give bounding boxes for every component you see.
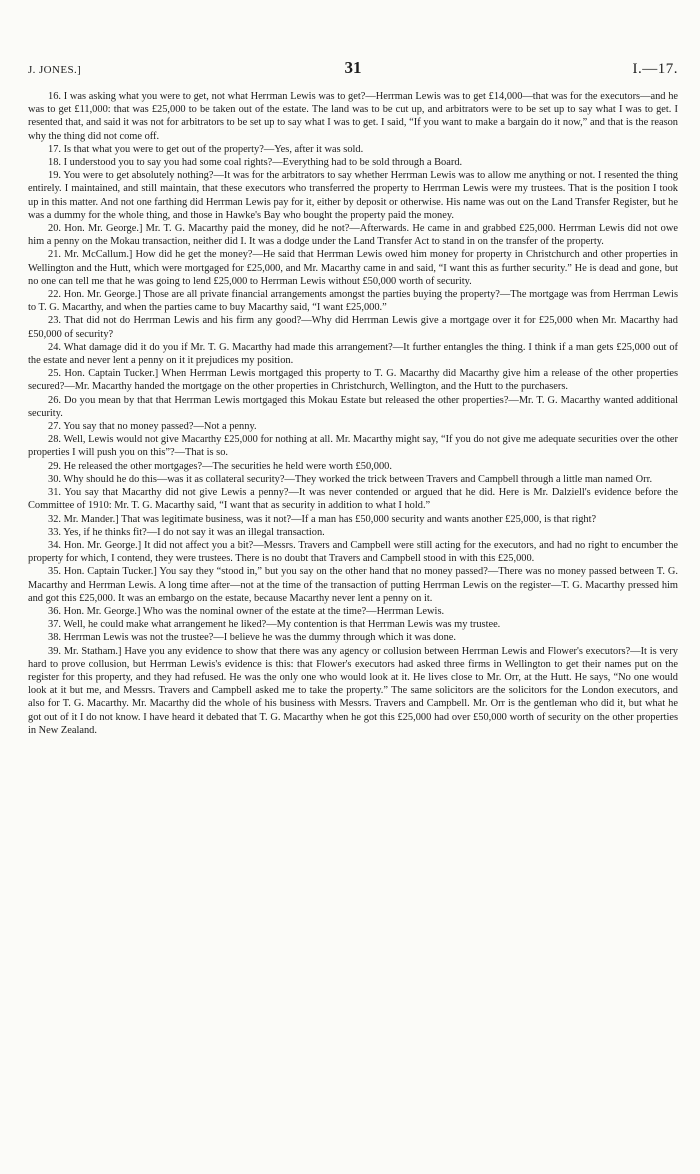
paragraph: 39. Mr. Statham.] Have you any evidence to show that there was any agency or collusion between Herrman Lewis and Flower's executors?—It is very hard to prove collusion, but Herrman Lewis's evidence is this: that Flower's executors had asked three firms in Wellington to get their names put on the register for this property, and they had refused. He was the only one who would look at it. He lives close to Mr. Orr, at the Hutt. He says, “No one would look at it but me, and Messrs. Travers and Campbell asked me to take the property.” The same solicitors are the solicitors for the London executors, and also for T. G. Macarthy. Mr. Macarthy did the whole of his business with Messrs. Travers and Campbell. Mr. Orr is the gentleman who did it, but what he got out of it I do not know. I have heard it debated that T. G. Macarthy when he got this £25,000 had over £50,000 worth of security on the other properties in New Zealand. bbox=[28, 645, 678, 736]
paragraph: 33. Yes, if he thinks fit?—I do not say it was an illegal transaction. bbox=[48, 526, 325, 538]
paragraph: 19. You were to get absolutely nothing?—It was for the arbitrators to say whether Herrman Lewis was to allow me anything or not. I resented the thing entirely. I maintained, and still maintain, that these executors who transferred the property to Herrman Lewis were my trustees. That is the position I took up in this matter. And not one farthing did Herrman Lewis pay for it, either by deposit or otherwise. His name was out on the Land Transfer Register, but he was a dummy for the whole thing, and those in Hawke's Bay who bought the property paid the money. bbox=[28, 170, 678, 221]
paragraph: 21. Mr. McCallum.] How did he get the money?—He said that Herrman Lewis owed him money for property in Christchurch and other properties in Wellington and the Hutt, which were mortgaged for £25,000, and Mr. Macarthy came in and said, “I want this as further security.” He is dead and gone, but no one can tell me that he was going to lend £25,000 to Herrman Lewis without £50,000 worth of security. bbox=[28, 249, 678, 287]
paragraph: 38. Herrman Lewis was not the trustee?—I believe he was the dummy through which it was done. bbox=[48, 632, 457, 644]
paragraph: 23. That did not do Herrman Lewis and his firm any good?—Why did Herrman Lewis give a mortgage over it for £25,000 when Mr. Macarthy had £50,000 of security? bbox=[28, 315, 678, 340]
paragraph: 20. Hon. Mr. George.] Mr. T. G. Macarthy paid the money, did he not?—Afterwards. He came in and grabbed £25,000. Herrman Lewis did not owe him a penny on the Mokau transaction, neither did I. It was a dodge under the Land Transfer Act to stand in on the transfer of the property. bbox=[28, 223, 678, 248]
paragraph: 25. Hon. Captain Tucker.] When Herrman Lewis mortgaged this property to T. G. Macarthy did Macarthy give him a release of the other properties secured?—Mr. Macarthy handed the mortgage on the other properties in Christchurch, Wellington, and the Hutt to the purchasers. bbox=[28, 368, 678, 393]
paragraph: 28. Well, Lewis would not give Macarthy £25,000 for nothing at all. Mr. Macarthy might say, “If you do not give me adequate securities over the other properties I will push you on this”?—That is so. bbox=[28, 434, 678, 459]
paragraph: 16. I was asking what you were to get, not what Herrman Lewis was to get?—Herrman Lewis was to get £14,000—that was for the executors—and he was to get £11,000: that was £25,000 to be taken out of the estate. The land was to be cut up, and arbitrators were to be set up to say what I was to get. I resented that, and said it was not for arbitrators to be set up to say what I was to get. I said, “If you want to make a bargain do it now,” and that is the reason why the thing did not come off. bbox=[28, 91, 678, 142]
paragraph: 27. You say that no money passed?—Not a penny. bbox=[48, 421, 257, 433]
page-header bbox=[28, 58, 678, 78]
paragraph: 18. I understood you to say you had some coal rights?—Everything had to be sold through a Board. bbox=[48, 157, 463, 169]
paragraph: 22. Hon. Mr. George.] Those are all private financial arrangements amongst the parties buying the property?—The mortgage was from Herrman Lewis to T. G. Macarthy, and when the parties came to buy Macarthy said, “I want £25,000.” bbox=[28, 289, 678, 314]
document-body bbox=[28, 90, 678, 737]
paragraph: 32. Mr. Mander.] That was legitimate business, was it not?—If a man has £50,000 security and wants another £25,000, is that right? bbox=[48, 513, 597, 525]
paragraph: 30. Why should he do this—was it as collateral security?—They worked the trick between Travers and Campbell through a little man named Orr. bbox=[48, 473, 653, 485]
paper-reference: I.—17. bbox=[632, 61, 678, 77]
paragraph: 34. Hon. Mr. George.] It did not affect you a bit?—Messrs. Travers and Campbell were still acting for the executors, and had no right to encumber the property for which, I contend, they were trustees. There is no doubt that Travers and Campbell stood in with this £25,000. bbox=[28, 539, 678, 565]
witness-name: J. JONES.] bbox=[28, 64, 82, 76]
paragraph: 35. Hon. Captain Tucker.] You say they “stood in,” but you say on the other hand that no money passed?—There was no money passed between T. G. Macarthy and Herrman Lewis. A long time after—not at the time of the transaction of putting Herrman Lewis on the register—T. G. Macarthy pressed him and got this £25,000. It was an embargo on the estate, because Macarthy never lent a penny on it. bbox=[28, 566, 678, 604]
paragraph: 37. Well, he could make what arrangement he liked?—My contention is that Herrman Lewis was my trustee. bbox=[48, 619, 501, 631]
paragraph: 29. He released the other mortgages?—The securities he held were worth £50,000. bbox=[48, 460, 392, 472]
page-number: 31 bbox=[344, 58, 362, 77]
paragraph: 26. Do you mean by that that Herrman Lewis mortgaged this Mokau Estate but released the other properties?—Mr. T. G. Macarthy wanted additional security. bbox=[28, 394, 678, 419]
paragraph: 17. Is that what you were to get out of the property?—Yes, after it was sold. bbox=[48, 143, 364, 155]
paragraph: 31. You say that Macarthy did not give Lewis a penny?—It was never contended or argued that he did. Here is Mr. Dalziell's evidence before the Committee of 1910: Mr. T. G. Macarthy said, “I want that as security in addition to what I hold.” bbox=[28, 487, 678, 512]
paragraph: 36. Hon. Mr. George.] Who was the nominal owner of the estate at the time?—Herrman Lewis. bbox=[48, 605, 445, 617]
paragraph: 24. What damage did it do you if Mr. T. G. Macarthy had made this arrangement?—It further entangles the thing. I think if a man gets £25,000 out of the estate and never lent a penny on it it prejudices my position. bbox=[28, 341, 678, 367]
